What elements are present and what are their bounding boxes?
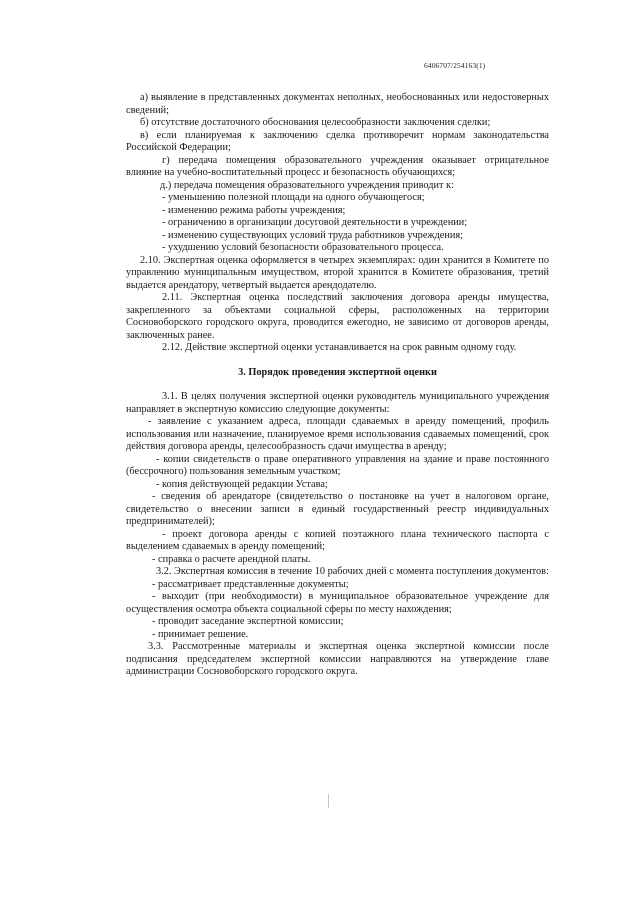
scan-mark [328, 794, 329, 808]
paragraph: - заявление с указанием адреса, площади сдаваемых в аренду помещений, профиль использования или назначение, планируемое время использования сдаваемых помещений, срок действия договора аренды, целесообразность сдачи имущества в аренду; [126, 416, 549, 452]
paragraph: г) передача помещения образовательного учреждения оказывает отрицательное влияние на учебно-воспитательный процесс и безопасность обучающихся; [126, 154, 549, 178]
paragraph: - копии свидетельств о праве оперативного управления на здание и праве постоянного (бессрочного) пользования земельным участком; [126, 453, 549, 477]
paragraph: - справка о расчете арендной платы. [152, 553, 311, 565]
paragraph: 3.2. Экспертная комиссия в течение 10 рабочих дней с момента поступления документов: [156, 566, 549, 577]
paragraph: б) отсутствие достаточного обоснования целесообразности заключения сделки; [140, 117, 491, 128]
paragraph: д.) передача помещения образовательного учреждения приводит к: [160, 179, 454, 191]
paragraph: - рассматривает представленные документы; [152, 578, 349, 590]
paragraph: - копия действующей редакции Устава; [156, 478, 328, 490]
paragraph: а) выявление в представленных документах неполных, необоснованных или недостоверных сведений; [126, 92, 549, 116]
paragraph: - проект договора аренды с копией поэтажного плана технического паспорта с выделением сдаваемых в аренду помещений; [126, 528, 549, 552]
paragraph: 2.10. Экспертная оценка оформляется в четырех экземплярах: один хранится в Комитете по управлению муниципальным имуществом, второй хранится в Комитете образования, третий выдается арендатору, четвертый выдается арендодателю. [126, 254, 549, 291]
paragraph: - ухудшению условий безопасности образовательного процесса. [162, 242, 444, 253]
paragraph: 2.12. Действие экспертной оценки устанавливается на срок равным одному году. [162, 342, 517, 353]
paragraph: 3.1. В целях получения экспертной оценки руководитель муниципального учреждения направляет в экспертную комиссию следующие документы: [126, 391, 549, 415]
section-heading: 3. Порядок проведения экспертной оценки [238, 366, 437, 378]
document-number: 6406707/254163(1) [424, 61, 486, 70]
paragraph: 3.3. Рассмотренные материалы и экспертная оценка экспертной комиссии после подписания председателем экспертной комиссии направляются на утверждение главе администрации Сосновоборского городского округа. [126, 641, 549, 677]
paragraph: - сведения об арендаторе (свидетельство о постановке на учет в налоговом органе, свидетельство о внесении записи в единый государственный реестр индивидуальных предпринимателей); [126, 491, 549, 527]
paragraph: - ограничению в организации досуговой деятельности в учреждении; [162, 217, 468, 228]
paragraph: в) если планируемая к заключению сделка противоречит нормам законодательства Российской Федерации; [126, 129, 549, 153]
paragraph: - принимает решение. [152, 628, 249, 640]
paragraph: - изменению существующих условий труда работников учреждения; [162, 229, 463, 241]
document-body [126, 92, 549, 679]
paragraph: - уменьшению полезной площади на одного обучающегося; [162, 192, 425, 203]
paragraph: - проводит заседание экспертной комиссии; [152, 616, 344, 627]
paragraph: - изменению режима работы учреждения; [162, 204, 346, 216]
paragraph: - выходит (при необходимости) в муниципальное образовательное учреждение для осуществления осмотра объекта социальной сферы по месту нахождения; [126, 591, 549, 615]
paragraph: 2.11. Экспертная оценка последствий заключения договора аренды имущества, закрепленного за объектами социальной сферы, расположенных на территории Сосновоборского городского округа, проводится ежегодно, не зависимо от договоров аренды, заключенных ранее. [126, 292, 549, 341]
